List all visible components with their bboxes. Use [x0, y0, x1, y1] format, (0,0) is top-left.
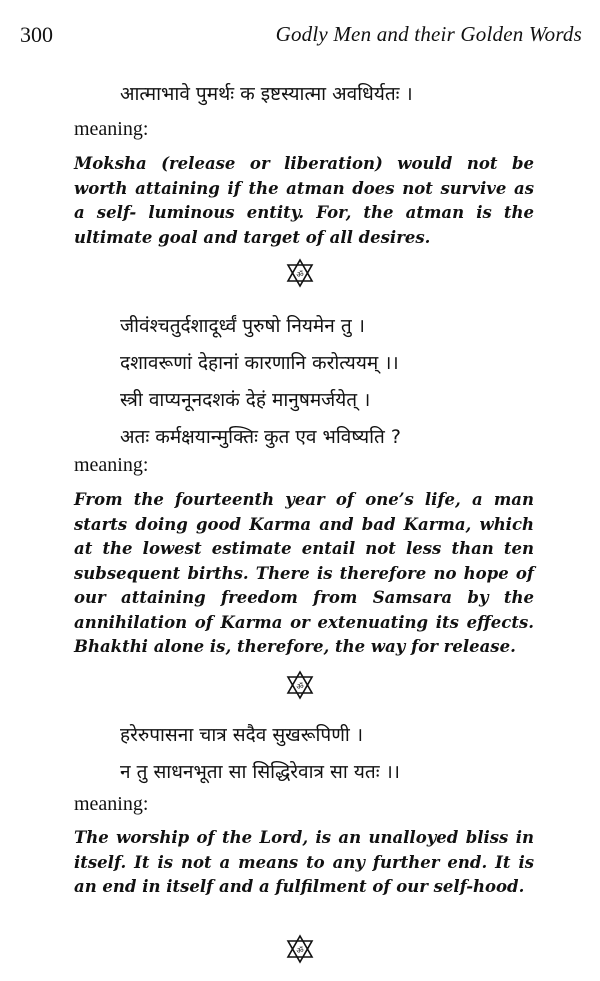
- sanskrit-verse: न तु साधनभूता सा सिद्धिरेवात्र सा यतः ।।: [120, 761, 400, 783]
- sanskrit-verse: जीवंश्चतुर्दशादूर्ध्वं पुरुषो नियमेन तु ।: [120, 315, 365, 337]
- sanskrit-verse: आत्माभावे पुमर्थः क इष्टस्यात्मा अवधिर्यतः ।: [120, 83, 413, 105]
- svg-text:ॐ: ॐ: [296, 682, 304, 691]
- meaning-text: The worship of the Lord, is an unalloyed bliss in itself. It is not a means to any further end. It is an end in itself and a fulfilment of our self-hood.: [74, 828, 534, 896]
- star-of-david-om-icon: [285, 258, 315, 288]
- meaning-label: meaning:: [74, 118, 149, 140]
- page-header: [0, 22, 600, 52]
- meaning-label: meaning:: [74, 454, 149, 476]
- svg-text:ॐ: ॐ: [296, 946, 304, 955]
- sanskrit-verse: अतः कर्मक्षयान्मुक्तिः कुत एव भविष्यति ?: [120, 426, 402, 448]
- star-of-david-om-icon: [285, 670, 315, 700]
- svg-text:ॐ: ॐ: [296, 270, 304, 279]
- meaning-text: From the fourteenth year of one’s life, a man starts doing good Karma and bad Karma, which at the lowest estimate entail not less than ten subsequent births. There is therefore no hope of our attaining freedom from Samsara by the annihilation of Karma or extenuating its effects. Bhakthi alone is, therefore, the way for release.: [74, 490, 534, 656]
- meaning-text: Moksha (release or liberation) would not be worth attaining if the atman does not survive as a self- luminous entity. For, the atman is the ultimate goal and target of all desires.: [74, 154, 534, 247]
- sanskrit-verse: हरेरुपासना चात्र सदैव सुखरूपिणी ।: [120, 724, 364, 746]
- sanskrit-verse: स्त्री वाप्यनूनदशकं देहं मानुषमर्जयेत् ।: [120, 389, 371, 411]
- running-title: Godly Men and their Golden Words: [275, 22, 582, 46]
- page-number: 300: [20, 22, 53, 47]
- star-of-david-om-icon: [285, 934, 315, 964]
- meaning-label: meaning:: [74, 793, 149, 815]
- sanskrit-verse: दशावरूणां देहानां कारणानि करोत्ययम् ।।: [120, 352, 399, 374]
